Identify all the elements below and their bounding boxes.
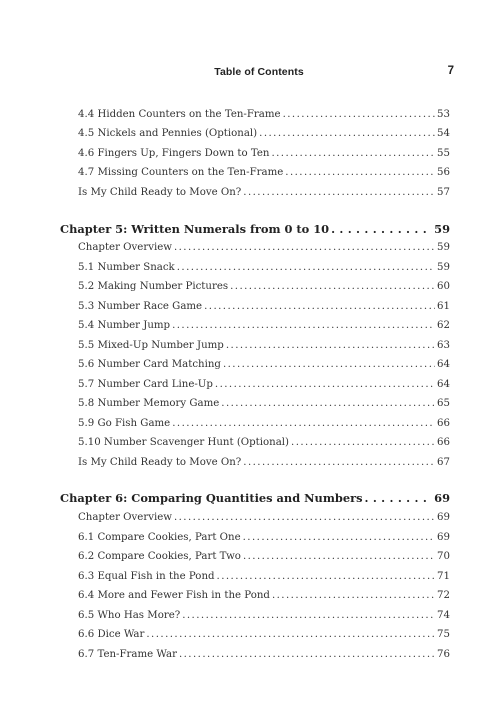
toc-leader-dots [243,531,435,545]
toc-leader-dots [283,108,435,122]
toc-entry [78,300,450,314]
toc-entry [78,511,450,525]
toc-entry-page: 66 [437,418,450,429]
toc-chapter-heading [60,221,450,237]
toc-entry-page: 70 [437,551,450,562]
toc-entry-title: 5.3 Number Race Game [78,301,203,312]
toc-entry-title: 4.6 Fingers Up, Fingers Down to Ten [78,148,270,159]
toc-entry [78,108,450,122]
toc-entry [78,570,450,584]
toc-entry [78,280,450,294]
toc-leader-dots [271,147,435,161]
toc-leader-dots [174,241,435,255]
toc-entry-title: 5.2 Making Number Pictures [78,281,229,292]
toc-entry-page: 63 [437,340,450,351]
toc-leader-dots [179,648,435,662]
toc-entry-title: 4.7 Missing Counters on the Ten-Frame [78,167,284,178]
toc-leader-dots [172,319,435,333]
toc-entry-page: 57 [437,187,450,198]
toc-leader-dots [226,339,435,353]
toc-entry-title: 5.5 Mixed-Up Number Jump [78,340,224,351]
toc-entry-page: 75 [437,629,450,640]
toc-entry [78,358,450,372]
toc-entry [78,127,450,141]
toc-leader-dots [182,609,435,623]
toc-entry-page: 56 [437,167,450,178]
toc-leader-dots [172,417,435,431]
toc-entry-page: 76 [437,649,450,660]
toc-leader-dots [259,127,435,141]
toc-entry [78,648,450,662]
toc-entry-title: 4.5 Nickels and Pennies (Optional) [78,128,258,139]
toc-leader-dots [243,550,435,564]
toc-entry [78,589,450,603]
toc-entry-page: 55 [437,148,450,159]
toc-entry [78,339,450,353]
header-page-number: 7 [447,65,454,77]
running-header [62,66,456,82]
toc-entry-title: 6.4 More and Fewer Fish in the Pond [78,590,270,601]
toc-leader-dots [291,436,435,450]
toc-entry-title: 6.2 Compare Cookies, Part Two [78,551,241,562]
toc-entry-page: 59 [437,242,450,253]
toc-chapter-page: 59 [434,222,450,236]
toc-entry-page: 74 [437,610,450,621]
toc-entry-title: 5.7 Number Card Line-Up [78,379,213,390]
toc-entry [78,186,450,200]
toc-entry [78,436,450,450]
header-title: Table of Contents [214,66,304,78]
toc-entry [78,241,450,255]
toc-entry [78,456,450,470]
toc-entry-title: 5.6 Number Card Matching [78,359,221,370]
toc-entry [78,397,450,411]
toc-entry [78,628,450,642]
toc-entry [78,531,450,545]
toc-entry-page: 66 [437,437,450,448]
toc-entry [78,609,450,623]
toc-entry-page: 64 [437,359,450,370]
toc-entry [78,417,450,431]
toc-chapter-title: Chapter 6: Comparing Quantities and Numbers [60,491,363,505]
toc-leader-dots [243,456,435,470]
toc-chapter-page: 69 [434,491,450,505]
toc-entry-title: Is My Child Ready to Move On? [78,457,242,468]
toc-leader-dots [285,166,435,180]
toc-entry-page: 65 [437,398,450,409]
toc-entry-title: 5.1 Number Snack [78,262,175,273]
toc-entry-title: 6.1 Compare Cookies, Part One [78,532,241,543]
toc-entry-page: 67 [437,457,450,468]
toc-entry-page: 54 [437,128,450,139]
toc-entry [78,166,450,180]
toc-entry-title: 6.5 Who Has More? [78,610,181,621]
toc-entry-page: 64 [437,379,450,390]
toc-entry-title: 6.6 Dice War [78,629,145,640]
toc-leader-dots [177,261,435,275]
toc-entry [78,550,450,564]
toc-leader-dots [217,570,436,584]
toc-entry-title: Is My Child Ready to Move On? [78,187,242,198]
toc-leader-dots [221,397,435,411]
toc-leader-dots [146,628,435,642]
toc-entry-title: 6.3 Equal Fish in the Pond [78,571,215,582]
toc-entry-page: 71 [437,571,450,582]
toc-entry-page: 61 [437,301,450,312]
toc-entry [78,147,450,161]
toc-entry-title: 5.9 Go Fish Game [78,418,171,429]
toc-leader-dots [204,300,435,314]
toc-entry-title: 5.4 Number Jump [78,320,171,331]
toc-entry-page: 53 [437,109,450,120]
toc-entry-title: 5.8 Number Memory Game [78,398,220,409]
toc-entry-page: 60 [437,281,450,292]
toc-entry-title: Chapter Overview [78,512,172,523]
toc-entry-title: 4.4 Hidden Counters on the Ten-Frame [78,109,281,120]
toc-leader-dots [365,490,433,506]
toc-entry [78,261,450,275]
toc-entry-title: 6.7 Ten-Frame War [78,649,177,660]
toc-entry [78,319,450,333]
toc-leader-dots [174,511,435,525]
toc-entry-page: 72 [437,590,450,601]
toc-entry [78,378,450,392]
toc-leader-dots [230,280,435,294]
toc-entry-title: Chapter Overview [78,242,172,253]
toc-leader-dots [223,358,435,372]
toc-leader-dots [331,221,432,237]
toc-leader-dots [243,186,435,200]
toc-entry-page: 59 [437,262,450,273]
toc-leader-dots [272,589,435,603]
toc-chapter-title: Chapter 5: Written Numerals from 0 to 10 [60,222,330,236]
toc-entry-page: 69 [437,512,450,523]
toc-leader-dots [215,378,435,392]
toc-entry-page: 69 [437,532,450,543]
toc-entry-page: 62 [437,320,450,331]
toc-entry-title: 5.10 Number Scavenger Hunt (Optional) [78,437,290,448]
toc-chapter-heading [60,490,450,506]
